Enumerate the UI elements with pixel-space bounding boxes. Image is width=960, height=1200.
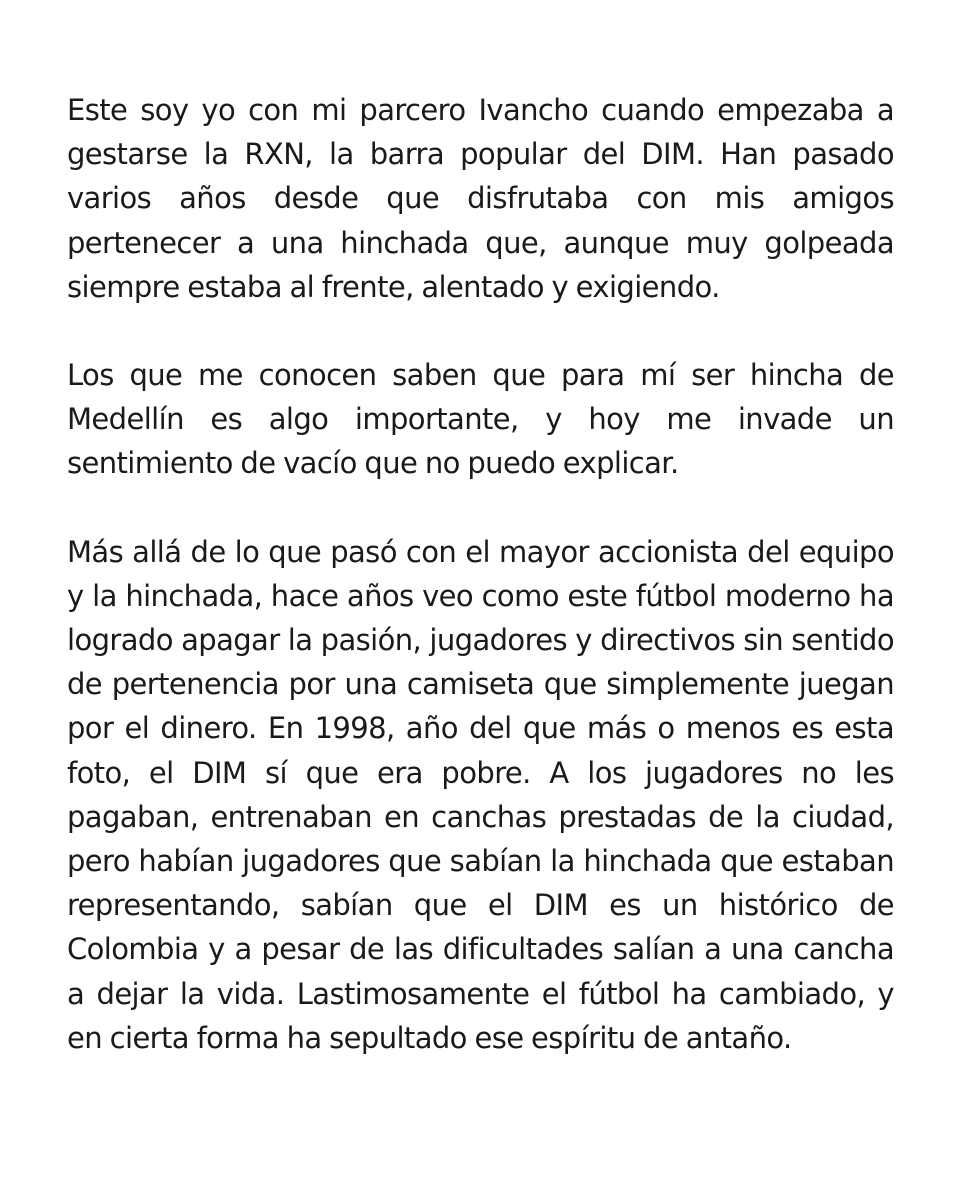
document-body bbox=[67, 88, 894, 1060]
paragraph-1: Este soy yo con mi parcero Ivancho cuando empezaba a gestarse la RXN, la barra popular del DIM. Han pasado varios años desde que disfrutaba con mis amigos pertenecer a una hinchada que, aunque muy golpeada siempre estaba al frente, alentado y exigiendo. bbox=[67, 93, 894, 304]
paragraph-2: Los que me conocen saben que para mí ser hincha de Medellín es algo importante, y hoy me invade un sentimiento de vacío que no puedo explicar. bbox=[67, 358, 894, 481]
paragraph-3: Más allá de lo que pasó con el mayor accionista del equipo y la hinchada, hace años veo como este fútbol moderno ha logrado apagar la pasión, jugadores y directivos sin sentido de pertenencia por una camiseta que simplemente juegan por el dinero. En 1998, año del que más o menos es esta foto, el DIM sí que era pobre. A los jugadores no les pagaban, entrenaban en canchas prestadas de la ciudad, pero habían jugadores que sabían la hinchada que estaban representando, sabían que el DIM es un histórico de Colombia y a pesar de las dificultades salían a una cancha a dejar la vida. Lastimosamente el fútbol ha cambiado, y en cierta forma ha sepultado ese espíritu de antaño. bbox=[67, 534, 894, 1055]
